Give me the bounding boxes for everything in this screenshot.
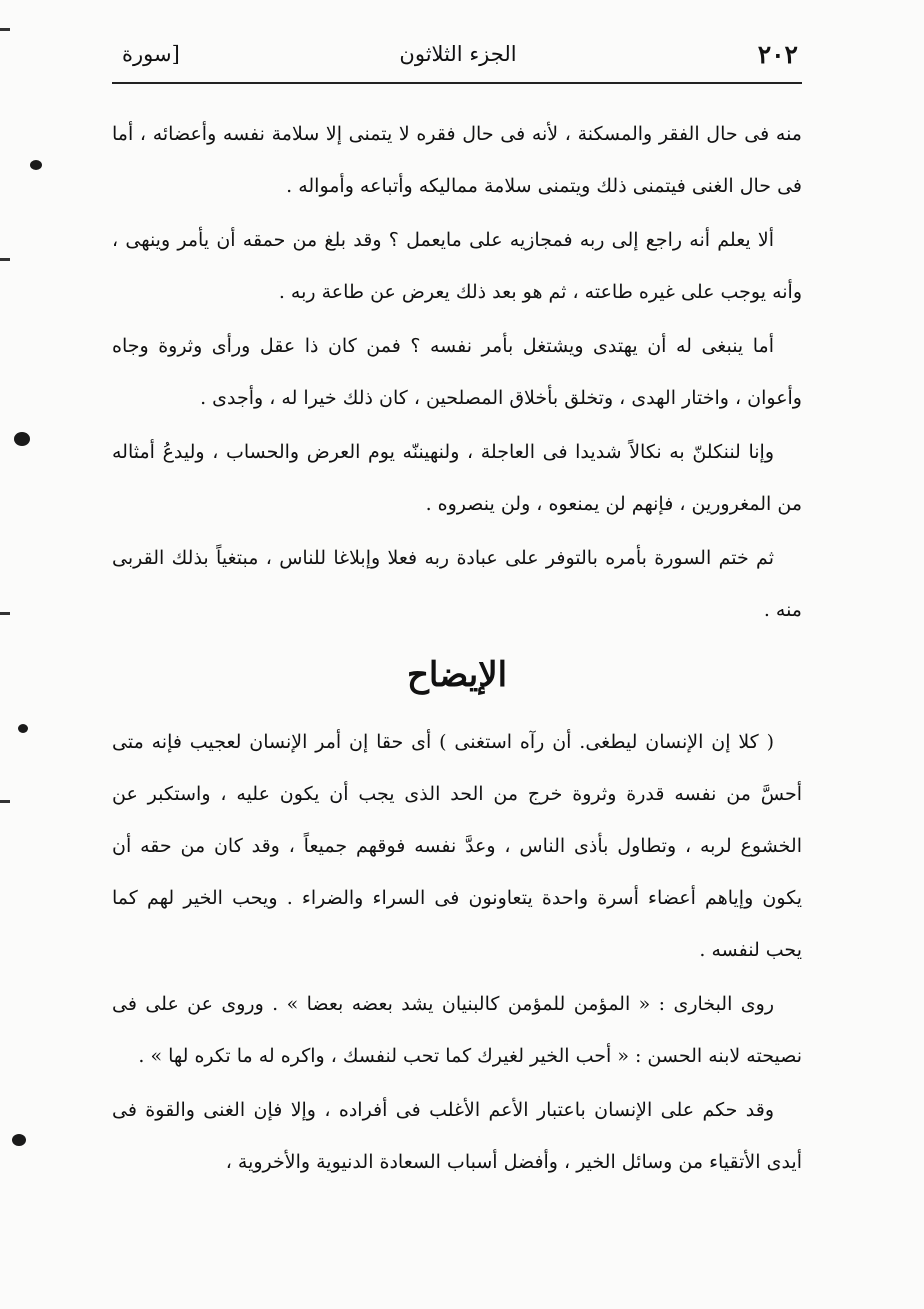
- running-title: الجزء الثلاثون: [399, 42, 517, 66]
- header-rule: [112, 82, 802, 84]
- scan-speck: [12, 1134, 26, 1146]
- scan-speck: [30, 160, 42, 170]
- paragraph: ألا يعلم أنه راجع إلى ربه فمجازيه على مايعمل ؟ وقد بلغ من حمقه أن يأمر وينهى ، وأنه يوجب على غيره طاعته ، ثم هو بعد ذلك يعرض عن طاعة ربه .: [112, 229, 802, 303]
- body-text: [112, 108, 802, 1190]
- paragraph: ثم ختم السورة بأمره بالتوفر على عبادة ربه فعلا وإبلاغا للناس ، مبتغياً بذلك القربى منه .: [112, 547, 802, 621]
- page-number: ٢٠٢: [757, 40, 798, 69]
- paragraph: منه فى حال الفقر والمسكنة ، لأنه فى حال فقره لا يتمنى إلا سلامة نفسه وأعضائه ، أما فى حال الغنى فيتمنى ذلك ويتمنى سلامة مماليكه وأتباعه وأمواله .: [112, 123, 802, 197]
- page-header: [118, 38, 798, 82]
- scan-edge-mark: [0, 800, 10, 803]
- sura-label: [سورة: [122, 42, 180, 66]
- scan-speck: [18, 724, 28, 733]
- paragraph: وإنا لننكلنّ به نكالاً شديدا فى العاجلة ، ولنهيننّه يوم العرض والحساب ، وليدعُ أمثاله من المغرورين ، فإنهم لن يمنعوه ، ولن ينصروه .: [112, 441, 802, 515]
- scan-edge-mark: [0, 612, 10, 615]
- paragraph: روى البخارى : « المؤمن للمؤمن كالبنيان يشد بعضه بعضا » . وروى عن على فى نصيحته لابنه الحسن : « أحب الخير لغيرك كما تحب لنفسك ، واكره له ما تكره لها » .: [112, 993, 802, 1067]
- paragraph: أما ينبغى له أن يهتدى ويشتغل بأمر نفسه ؟ فمن كان ذا عقل ورأى وثروة وجاه وأعوان ، واختار الهدى ، وتخلق بأخلاق المصلحين ، كان ذلك خيرا له ، وأجدى .: [112, 335, 802, 409]
- paragraph: وقد حكم على الإنسان باعتبار الأعم الأغلب فى أفراده ، وإلا فإن الغنى والقوة فى أيدى الأتقياء من وسائل الخير ، وأفضل أسباب السعادة الدنيوية والأخروية ،: [112, 1099, 802, 1173]
- scan-speck: [14, 432, 30, 446]
- scan-edge-mark: [0, 258, 10, 261]
- scan-edge-mark: [0, 28, 10, 31]
- paragraph: ( كلا إن الإنسان ليطغى. أن رآه استغنى ) أى حقا إن أمر الإنسان لعجيب فإنه متى أحسَّ من نفسه قدرة وثروة خرج من الحد الذى يجب أن يكون عليه ، واستكبر عن الخشوع لربه ، وتطاول بأذى الناس ، وعدَّ نفسه فوقهم جميعاً ، وقد كان من حقه أن يكون وإياهم أعضاء أسرة واحدة يتعاونون فى السراء والضراء . ويحب الخير لهم كما يحب لنفسه .: [112, 731, 802, 961]
- section-heading: الإيضاح: [406, 655, 508, 695]
